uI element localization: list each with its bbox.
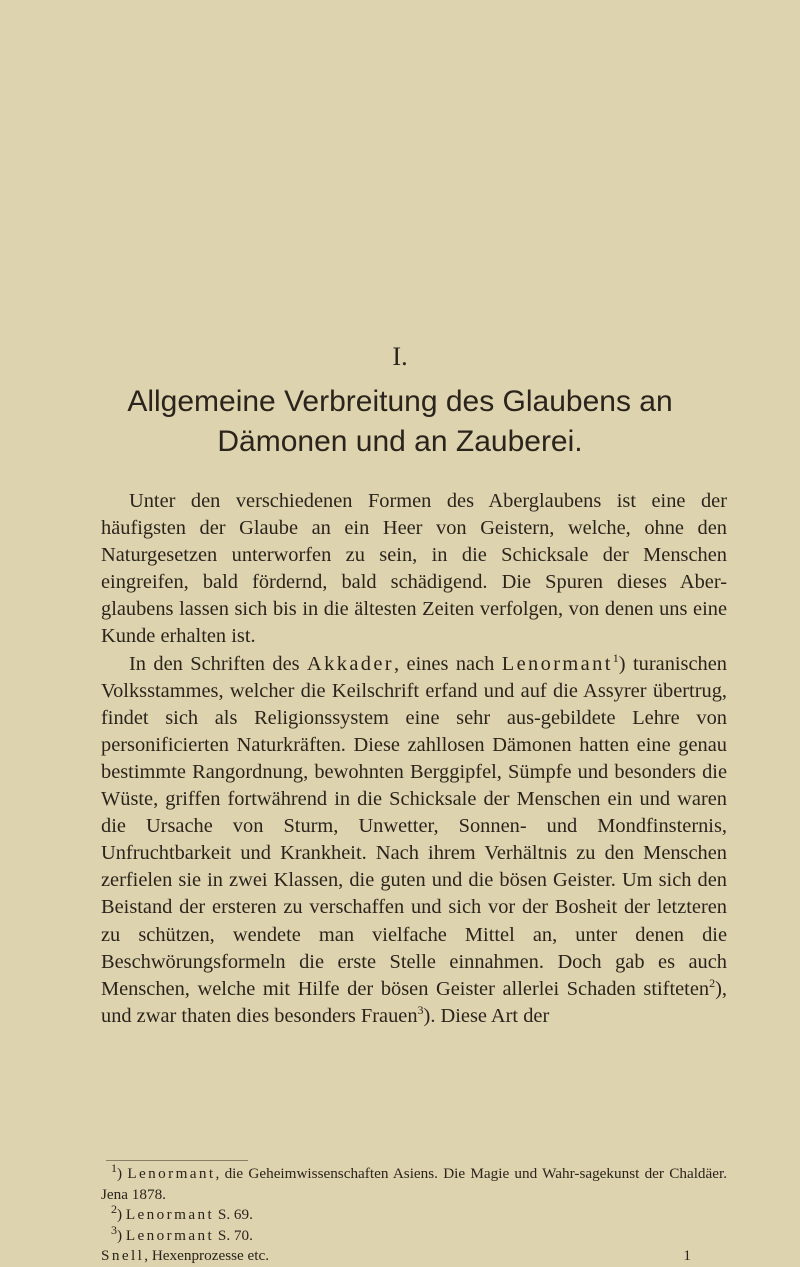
paragraph-1: Unter den verschiedenen Formen des Aberglaubens ist eine der häufigsten der Glaube an ein Heer von Geistern, welche, ohne den Naturgesetzen unterworfen zu sein, in die Schicksale der Menschen eingreifen, bald fördernd, bald schädigend. Die Spuren dieses Aber-glaubens lassen sich bis in die ältesten Zeiten verfolgen, von denen uns eine Kunde erhalten ist. bbox=[101, 490, 727, 648]
footnote-2: $^2$) Lenormant S. 69. bbox=[111, 1202, 253, 1224]
signature-line bbox=[101, 1246, 269, 1267]
footnote-divider bbox=[106, 1160, 248, 1161]
footnote-ref-1: 1 bbox=[612, 650, 619, 665]
paragraph-2-text: ) turanischen Volksstammes, welcher die Keilschrift erfand und auf die Assyrer übertrug, findet sich als Religionssystem eine sehr aus-gebildete Lehre von personificierten Naturkräften. Diese zahllosen Dämonen hatten eine genau bestimmte Rangordnung, bewohnten Berggipfel, Sümpfe und besonders die Wüste, griffen fortwährend in die Schicksale der Menschen ein und waren die Ursache von Sturm, Unwetter, Sonnen- und Mondfinsternis, Unfruchtbarkeit und Krankheit. Nach ihrem Verhältnis zu den Menschen zerfielen sie in zwei Klassen, die guten und die bösen Geister. Um sich den Beistand der ersteren zu verschaffen und sich vor der Bosheit der letzteren zu schützen, wendete man vielfache Mittel an, unter denen die Beschwörungsformeln die erste Stelle einnahmen. Doch gab es auch Menschen, welche mit Hilfe der bösen Geister allerlei Schaden stifteten bbox=[101, 652, 727, 1000]
paragraph-2-text: ), und zwar thaten dies besonders Frauen bbox=[101, 977, 727, 1027]
footnote-text: S. 69. bbox=[214, 1206, 253, 1224]
signature-title: , Hexenprozesse etc. bbox=[144, 1247, 270, 1265]
footnote-author: Lenormant bbox=[125, 1226, 215, 1244]
name-lenormant: Lenormant bbox=[501, 652, 613, 675]
footnote-author: Lenormant bbox=[125, 1206, 215, 1224]
paragraph-2 bbox=[101, 651, 727, 1030]
footnotes bbox=[101, 1160, 728, 1267]
chapter-title-line-2: Dämonen und an Zauberei. bbox=[217, 425, 583, 458]
footnote-mark: 1 bbox=[111, 1160, 117, 1175]
chapter-number: I. bbox=[392, 342, 408, 371]
body-text bbox=[101, 488, 727, 1030]
chapter-title-line-1: Allgemeine Verbreitung des Glaubens an bbox=[127, 385, 673, 418]
footnote-mark: 2 bbox=[111, 1202, 117, 1217]
sheet-number: 1 bbox=[683, 1247, 691, 1265]
footnote-1: $^1$) Lenormant, die Geheimwissenschaften Asiens. Die Magie und Wahr-sagekunst der Chaldäer. Jena 1878. bbox=[101, 1160, 728, 1203]
paragraph-2-text: In den Schriften des bbox=[129, 652, 307, 675]
footnote-ref-3: 3 bbox=[417, 1002, 424, 1017]
footnote-author: Lenormant bbox=[127, 1165, 216, 1182]
footnote-3: $^3$) Lenormant S. 70. bbox=[111, 1222, 253, 1244]
footnote-mark: 3 bbox=[111, 1222, 117, 1237]
footnote-ref-2: 2 bbox=[709, 975, 716, 990]
paragraph-2-text: ). Diese Art der bbox=[423, 1004, 550, 1027]
paragraph-2-text: , eines nach bbox=[394, 652, 502, 675]
footnote-text: , die Geheimwissenschaften Asiens. Die Magie und Wahr-sagekunst der Chaldäer. Jena 1878. bbox=[101, 1165, 728, 1203]
signature-author: Snell bbox=[101, 1247, 145, 1265]
sheet-signature bbox=[101, 1246, 727, 1267]
footnote-text: S. 70. bbox=[214, 1226, 253, 1244]
chapter-title bbox=[0, 382, 800, 462]
name-akkader: Akkader bbox=[307, 652, 395, 675]
